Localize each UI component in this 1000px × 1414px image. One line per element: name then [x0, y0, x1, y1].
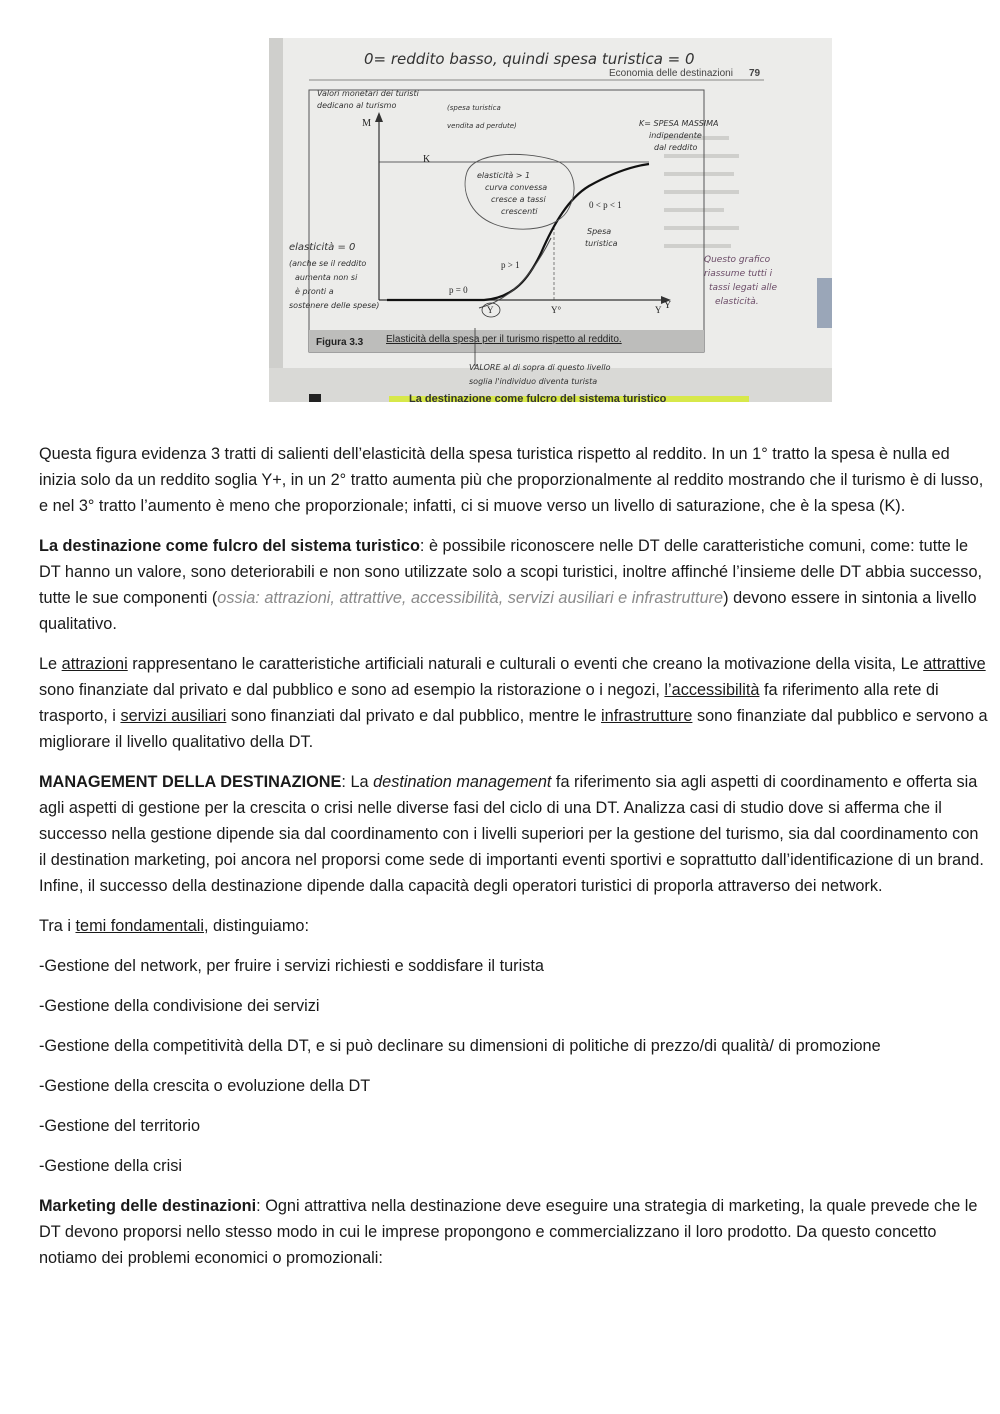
text-span: ) devono essere in sintonia a livello qualitativo.	[39, 589, 977, 633]
text-span: fa riferimento sia agli aspetti di coordinamento e offerta sia agli aspetti di gestione per la crescita o crisi nelle diverse fasi del ciclo di una DT. Analizza casi di studio dove si afferma che il successo nella gestione dipende sia dal coordinamento con i livelli superiori per la gestione del turismo, sia dal coordinamento con il destination marketing, poi ancora nel proporsi come sede di importanti eventi sportivi e soprattutto dall’identificazione di un brand. Infine, il successo della destinazione dipende dalla capacità degli operatori turistici di proporla attraverso dei network.	[39, 773, 984, 895]
paragraph-figure-explanation: Questa figura evidenza 3 tratti di salienti dell’elasticità della spesa turistica rispetto al reddito. In un 1° tratto la spesa è nulla ed inizia solo da un reddito soglia Y+, in un 2° tratto aumenta più che proporzionalmente al reddito mostrando che il turismo è di lusso, e nel 3° tratto l’aumento è meno che proporzionale; infatti, ci si muove verso un livello di saturazione, che è la spesa (K).	[39, 445, 984, 515]
hw-left-1: elasticità = 0	[289, 242, 356, 253]
hw-spesa-1: Spesa	[587, 227, 612, 236]
k-label: K	[423, 154, 431, 165]
list-item: -Gestione della crescita o evoluzione della DT	[39, 1077, 371, 1095]
italic-destination-management: destination management	[373, 773, 552, 791]
paragraph-marketing	[39, 1193, 989, 1271]
hw-bubble-1: elasticità > 1	[477, 171, 531, 180]
figure-graphic	[269, 38, 832, 402]
paragraph-attrazioni	[39, 651, 989, 755]
caption-label: Figura 3.3	[316, 337, 364, 348]
hw-left-top-1: Valori monetari dei turisti	[317, 89, 419, 98]
hw-bottom-1: VALORE al di sopra di questo livello	[469, 363, 611, 372]
book-page-number: 79	[749, 68, 761, 79]
document-body	[39, 441, 989, 1285]
text-span: sono finanziate dal pubblico e servono a migliorare il livello qualitativo della DT.	[39, 707, 988, 751]
term-attrazioni: attrazioni	[61, 655, 128, 673]
strip-marker-icon	[309, 394, 321, 402]
hw-right-3: tassi legati alle	[709, 283, 777, 293]
text-span: sono finanziate dal privato e dal pubblico e sono ad esempio la ristorazione o i negozi,	[39, 681, 665, 699]
hw-k-note-3: dal reddito	[654, 143, 698, 152]
axis-x-label: Y	[664, 300, 672, 311]
hw-bubble-3: cresce a tassi	[491, 195, 546, 204]
list-item: -Gestione della crisi	[39, 1157, 182, 1175]
text-span: : è possibile riconoscere nelle DT delle caratteristiche comuni, come: tutte le DT hanno un valore, sono deteriorabili e non sono utilizzate solo a scopi turistici, inoltre affinché l’insieme delle DT abbia successo, tutte le sue componenti (	[39, 537, 983, 607]
hw-left-5: sostenere delle spese)	[289, 301, 380, 310]
text-span: fa riferimento alla rete di trasporto, i	[39, 681, 939, 725]
tick-y-minus: Y	[487, 305, 494, 315]
term-servizi-ausiliari: servizi ausiliari	[120, 707, 227, 725]
paragraph-management	[39, 769, 989, 899]
text-span: Le	[39, 655, 62, 673]
hw-left-2: (anche se il reddito	[289, 259, 367, 268]
hw-paren-1: (spesa turistica	[447, 104, 501, 112]
hw-paren-2: vendita ad perdute)	[447, 122, 517, 130]
term-accessibilita: l’accessibilità	[664, 681, 760, 699]
hw-k-note-1: K= SPESA MASSIMA	[639, 119, 719, 128]
hw-left-4: è pronti a	[295, 287, 334, 296]
tick-y-end: Y	[655, 305, 662, 315]
heading-destinazione: La destinazione come fulcro del sistema turistico	[39, 537, 420, 555]
text-span: : Ogni attrattiva nella destinazione deve eseguire una strategia di marketing, la quale prevede che le DT devono proporsi nello stesso modo in cui le imprese propongono e commercializzano il loro prodotto. Da questo concetto notiamo dei problemi economici o promozionali:	[39, 1197, 978, 1267]
hw-spesa-2: turistica	[585, 239, 618, 248]
text-span: sono finanziati dal privato e dal pubblico, mentre le	[226, 707, 602, 725]
sticky-tab	[817, 278, 832, 328]
list-item: -Gestione della competitività della DT, e si può declinare su dimensioni di politiche di prezzo/di qualità/ di promozione	[39, 1037, 881, 1055]
paragraph-temi	[39, 913, 989, 939]
caption-text: Elasticità della spesa per il turismo rispetto al reddito.	[386, 334, 622, 345]
book-page-header: Economia delle destinazioni	[609, 68, 733, 79]
term-temi-fondamentali: temi fondamentali	[75, 917, 204, 935]
list-item: -Gestione della condivisione dei servizi	[39, 997, 320, 1015]
hw-left-top-2: dedicano al turismo	[317, 101, 397, 110]
p1-label: p > 1	[501, 260, 520, 270]
text-span: Tra i	[39, 917, 76, 935]
text-span: , distinguiamo:	[204, 917, 309, 935]
hw-top: 0= reddito basso, quindi spesa turistica = 0	[364, 50, 695, 68]
hw-right-4: elasticità.	[715, 297, 759, 307]
text-span: rappresentano le caratteristiche artificiali naturali e culturali o eventi che creano la motivazione della visita, Le	[127, 655, 924, 673]
hw-right-2: riassume tutti i	[704, 269, 773, 279]
hw-bubble-2: curva convessa	[485, 183, 548, 192]
hw-k-note-2: indipendente	[649, 131, 702, 140]
heading-management: MANAGEMENT DELLA DESTINAZIONE	[39, 773, 342, 791]
axis-m-label: M	[362, 118, 371, 129]
term-infrastrutture: infrastrutture	[601, 707, 693, 725]
hw-bubble-4: crescenti	[501, 207, 538, 216]
text-span: : La	[341, 773, 374, 791]
hw-right-1: Questo grafico	[704, 255, 771, 265]
list-item: -Gestione del network, per fruire i servizi richiesti e soddisfare il turista	[39, 957, 544, 975]
p01-label: 0 < p < 1	[589, 200, 622, 210]
figure-photo	[269, 38, 832, 402]
p0-label: p = 0	[449, 285, 468, 295]
hw-bottom-2: soglia l'individuo diventa turista	[469, 377, 598, 386]
bottom-strip-text: La destinazione come fulcro del sistema turistico	[409, 393, 667, 402]
paragraph-destinazione	[39, 533, 989, 637]
hw-left-3: aumenta non si	[295, 273, 358, 282]
italic-components: ossia: attrazioni, attrattive, accessibilità, servizi ausiliari e infrastrutture	[217, 589, 724, 607]
heading-marketing: Marketing delle destinazioni	[39, 1197, 257, 1215]
term-attrattive: attrattive	[923, 655, 986, 673]
list-item: -Gestione del territorio	[39, 1117, 201, 1135]
tick-y-star: Y°	[551, 305, 562, 315]
